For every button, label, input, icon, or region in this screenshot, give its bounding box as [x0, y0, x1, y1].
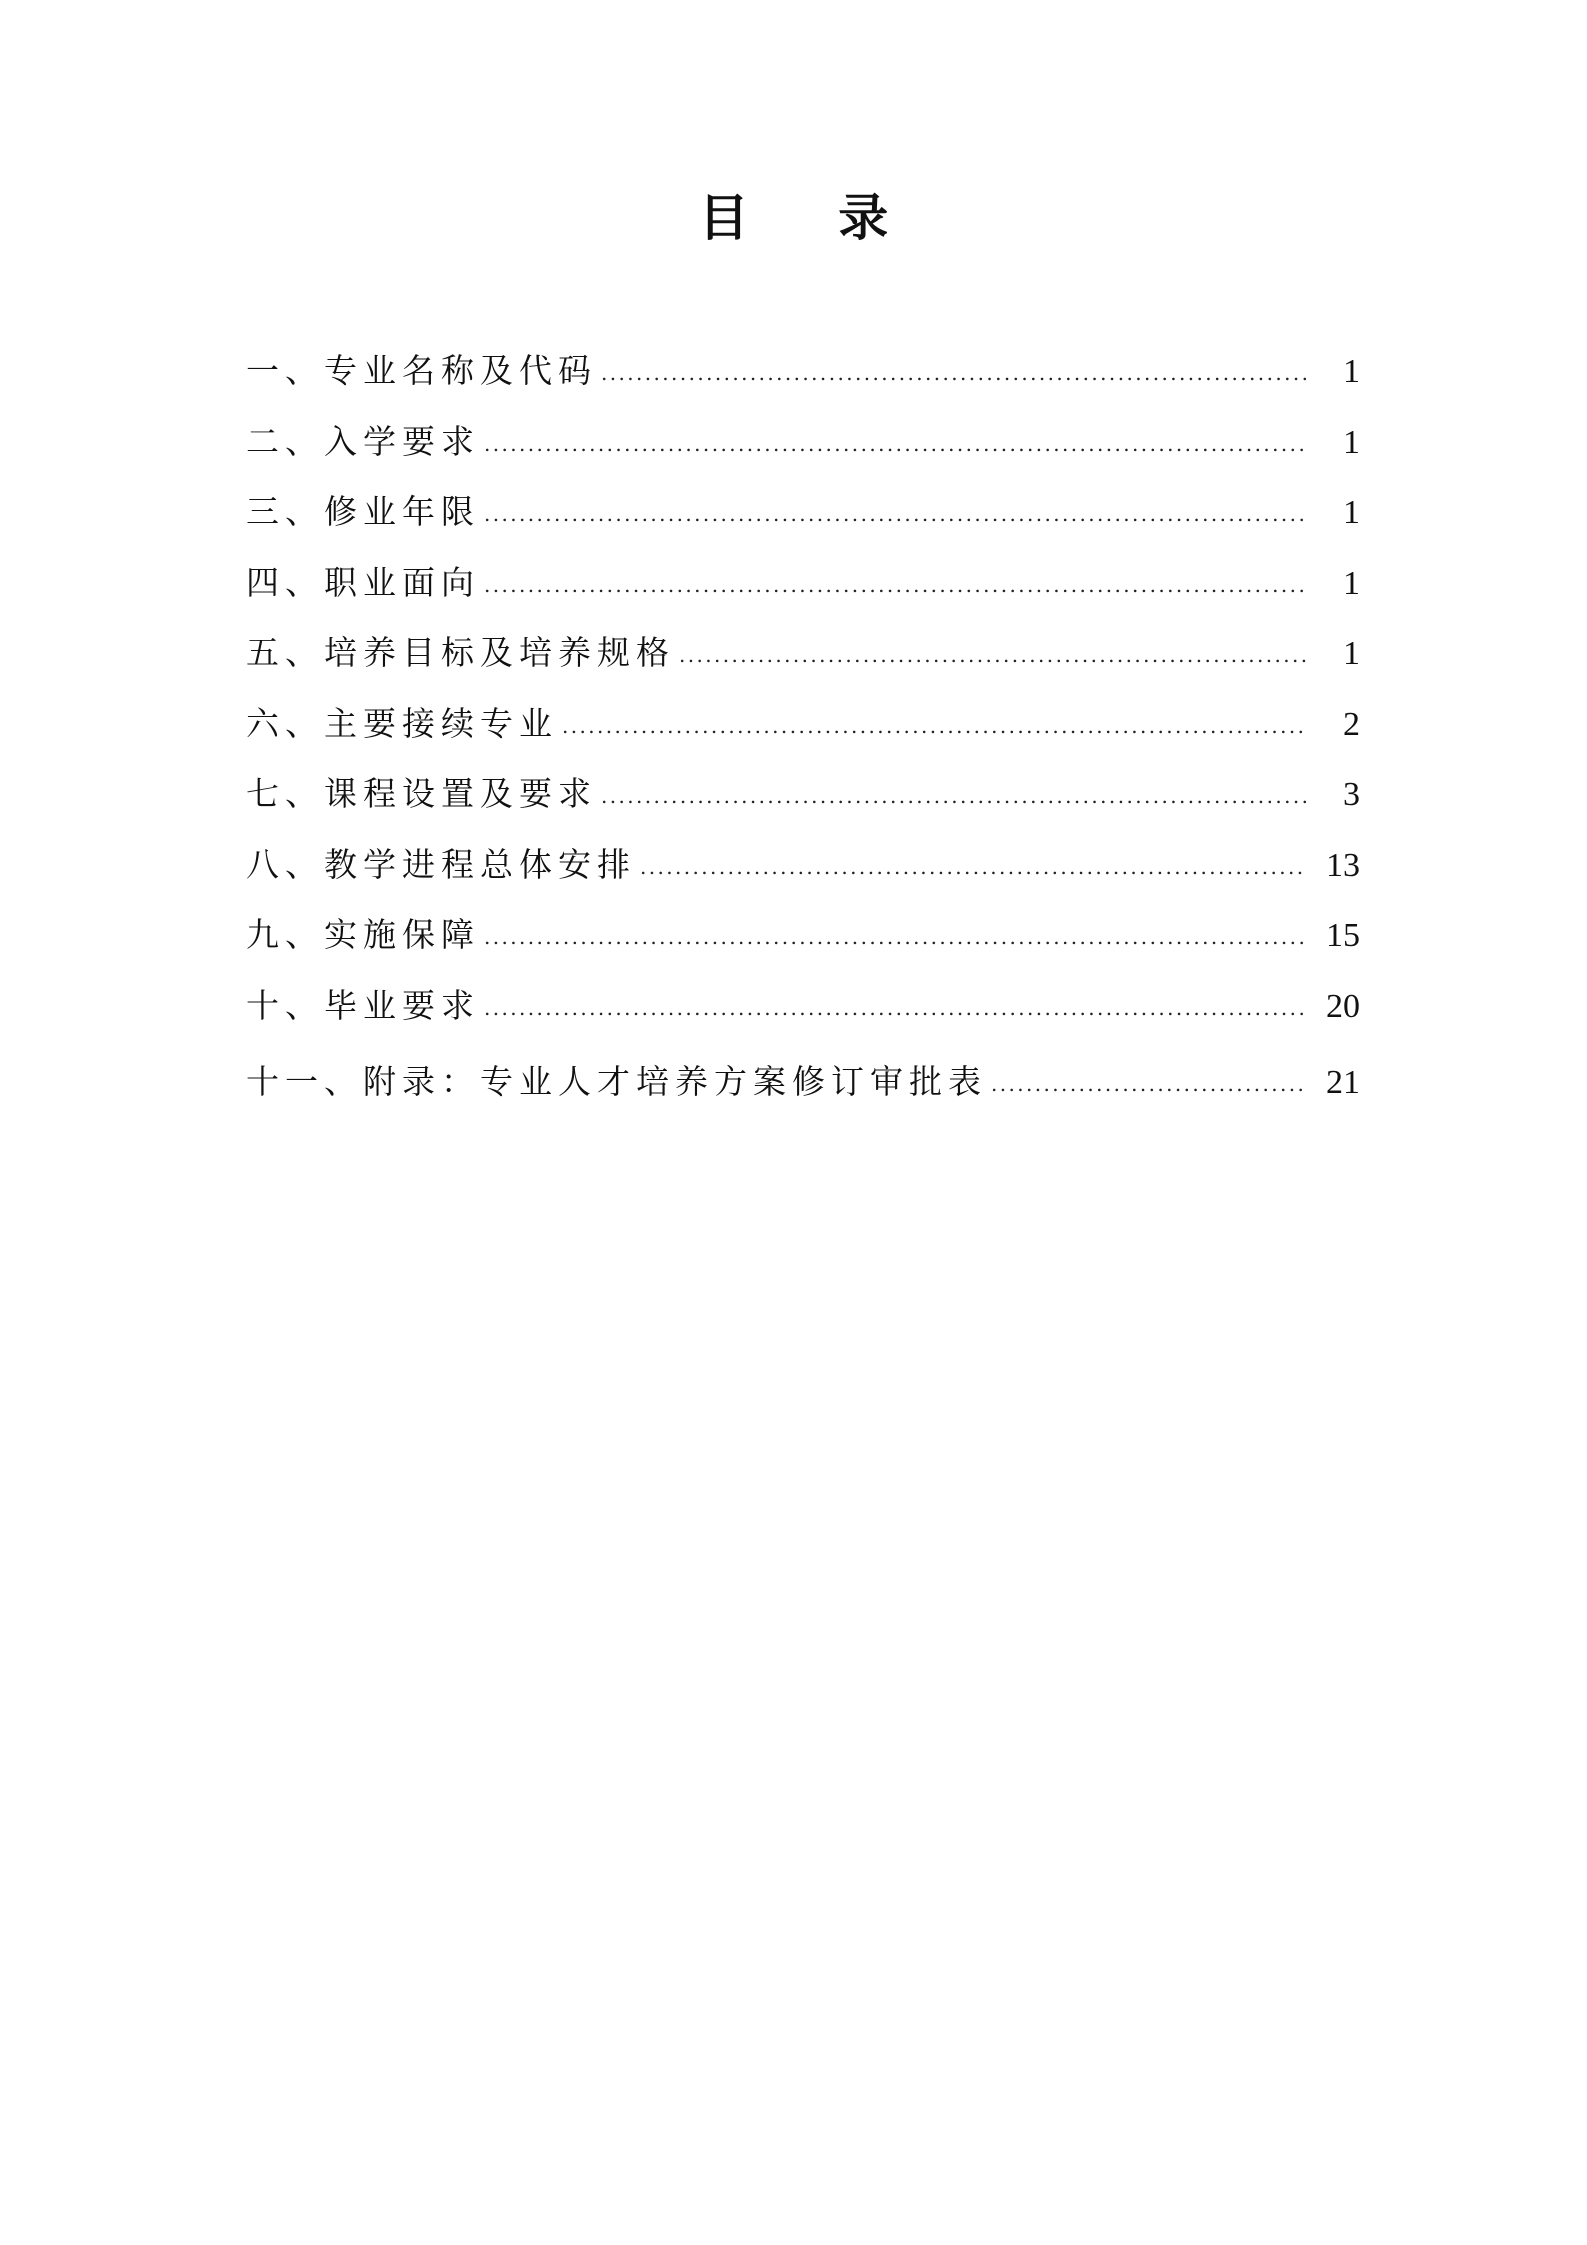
toc-entry-page-number: 1: [1343, 635, 1360, 672]
dot-leader: [601, 350, 1306, 396]
toc-entry-label: 三、修业年限: [246, 492, 480, 531]
table-of-contents: [246, 348, 1360, 1130]
dot-leader: [484, 491, 1306, 537]
toc-entry-page-number: 1: [1343, 423, 1360, 461]
toc-entry-page-number: 13: [1326, 846, 1360, 884]
toc-entry[interactable]: [246, 630, 1360, 701]
toc-entry-label: 二、入学要求: [246, 421, 480, 461]
toc-entry[interactable]: [246, 842, 1360, 913]
toc-entry-label: 四、职业面向: [246, 562, 480, 602]
toc-entry-page-number: 1: [1343, 564, 1360, 602]
dot-leader: [484, 421, 1306, 467]
dot-leader: [640, 844, 1306, 890]
dot-leader: [484, 985, 1306, 1031]
toc-entry-page-number: 3: [1343, 776, 1360, 813]
toc-entry-page-number: 1: [1343, 494, 1360, 531]
dot-leader: [601, 773, 1306, 819]
toc-entry-page-number: 20: [1326, 987, 1360, 1025]
toc-entry-label: 六、主要接续专业: [246, 703, 558, 743]
toc-entry[interactable]: [246, 701, 1360, 772]
toc-entry[interactable]: [246, 560, 1360, 631]
toc-entry[interactable]: [246, 1059, 1360, 1130]
dot-leader: [991, 1061, 1306, 1107]
toc-entry[interactable]: [246, 489, 1360, 560]
toc-entry-label: 五、培养目标及培养规格: [246, 633, 675, 672]
toc-entry-label: 九、实施保障: [246, 915, 480, 954]
toc-entry[interactable]: [246, 912, 1360, 983]
dot-leader: [484, 914, 1306, 960]
toc-entry[interactable]: [246, 771, 1360, 842]
toc-entry[interactable]: [246, 419, 1360, 490]
toc-entry-page-number: 15: [1326, 917, 1360, 954]
toc-entry-label: 八、教学进程总体安排: [246, 844, 636, 884]
toc-entry-label: 十、毕业要求: [246, 985, 480, 1025]
toc-entry-page-number: 21: [1326, 1064, 1360, 1101]
page-title: 目 录: [698, 189, 925, 247]
toc-entry-label: 十一、附录：专业人才培养方案修订审批表: [246, 1062, 987, 1101]
toc-entry-label: 七、课程设置及要求: [246, 774, 597, 813]
toc-entry-label: 一、专业名称及代码: [246, 351, 597, 390]
toc-entry[interactable]: [246, 983, 1360, 1054]
dot-leader: [484, 562, 1306, 608]
dot-leader: [562, 703, 1306, 749]
toc-entry-page-number: 2: [1343, 705, 1360, 743]
toc-entry-page-number: 1: [1343, 353, 1360, 390]
dot-leader: [679, 632, 1306, 678]
toc-entry[interactable]: [246, 348, 1360, 419]
